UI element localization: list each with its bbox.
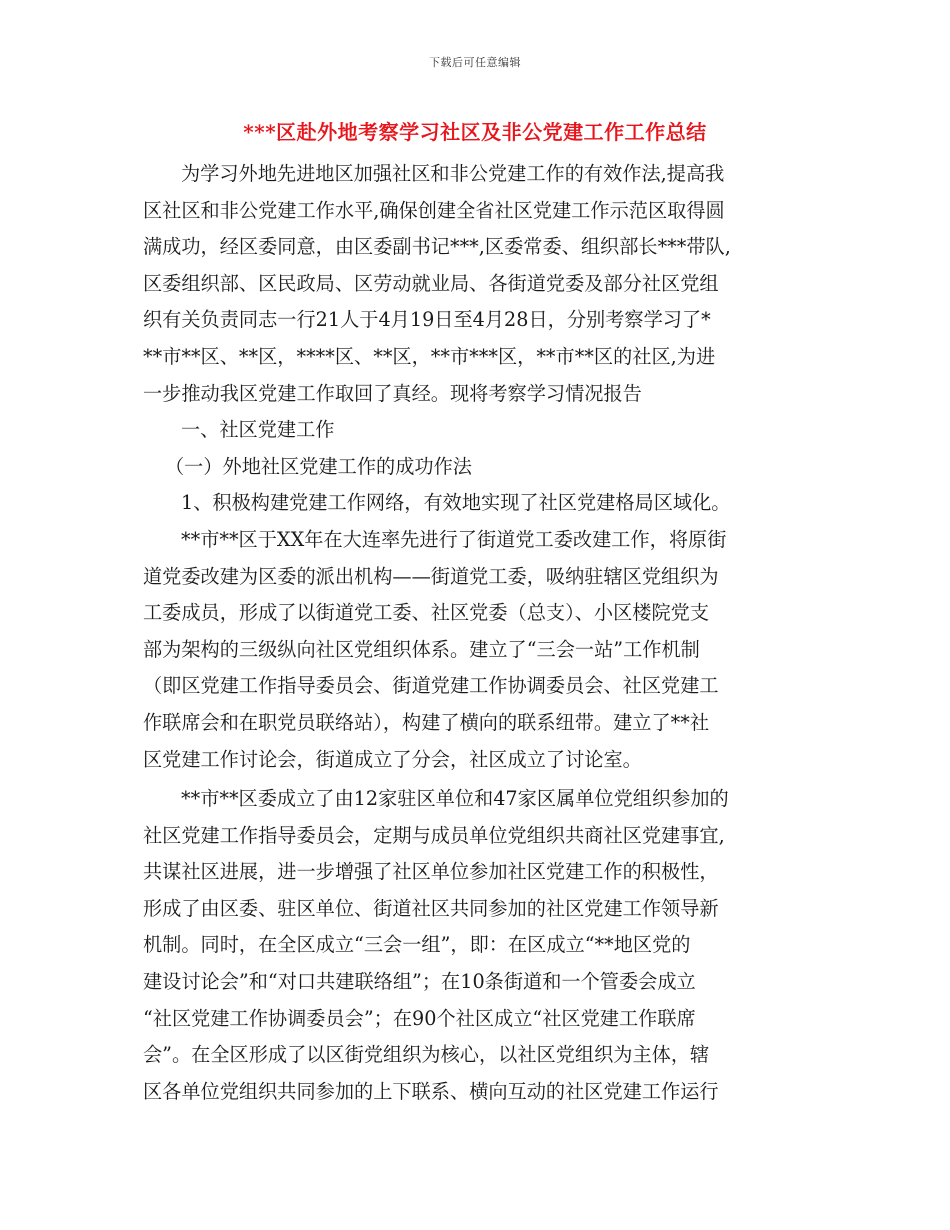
paragraph-line: 部为架构的三级纵向社区党组织体系。建立了“三会一站”工作机制 (143, 637, 700, 661)
subsection-heading: （一）外地社区党建工作的成功作法 (165, 454, 472, 478)
paragraph-line: 社区党建工作指导委员会，定期与成员单位党组织共商社区党建事宜, (143, 823, 725, 847)
paragraph-line: 作联席会和在职党员联络站），构建了横向的联系纽带。建立了**社 (143, 710, 710, 734)
document-body (143, 156, 813, 1110)
paragraph-line: **市**区委成立了由12家驻区单位和47家区属单位党组织参加的 (181, 787, 729, 811)
paragraph-line: 会”。在全区形成了以区街党组织为核心，以社区党组织为主体，辖 (143, 1043, 710, 1067)
header-note: 下载后可任意编辑 (429, 56, 521, 69)
document-title: ***区赴外地考察学习社区及非公党建工作工作总结 (243, 120, 707, 144)
paragraph-line: 区党建工作讨论会，街道成立了分会，社区成立了讨论室。 (143, 747, 642, 771)
paragraph-line: 形成了由区委、驻区单位、街道社区共同参加的社区党建工作领导新 (143, 896, 719, 920)
paragraph-line: 区委组织部、区民政局、区劳动就业局、各街道党委及部分社区党组 (143, 271, 719, 295)
paragraph-line: **市**区、**区，****区、**区，**市***区，**市**区的社区,为进 (143, 344, 716, 368)
paragraph-line: 建设讨论会”和“对口共建联络组”；在10条街道和一个管委会成立 (143, 970, 696, 994)
paragraph-line: 工委成员，形成了以街道党工委、社区党委（总支）、小区楼院党支 (143, 601, 710, 625)
paragraph-line: 区各单位党组织共同参加的上下联系、横向互动的社区党建工作运行 (143, 1079, 719, 1103)
paragraph-line: 区社区和非公党建工作水平,确保创建全省社区党建工作示范区取得圆 (143, 198, 725, 222)
paragraph-line: 为学习外地先进地区加强社区和非公党建工作的有效作法,提高我 (181, 162, 725, 185)
paragraph-line: 满成功，经区委同意，由区委副书记***,区委常委、组织部长***带队, (143, 235, 731, 259)
subsection-point: 1、积极构建党建工作网络，有效地实现了社区党建格局区域化。 (181, 491, 731, 515)
paragraph-line: 共谋社区进展，进一步增强了社区单位参加社区党建工作的积极性， (143, 860, 719, 884)
section-heading: 一、社区党建工作 (181, 418, 335, 442)
paragraph-line: （即区党建工作指导委员会、街道党建工作协调委员会、社区党建工 (143, 674, 719, 698)
paragraph-line: “社区党建工作协调委员会”；在90个社区成立“社区党建工作联席 (143, 1006, 696, 1030)
paragraph-line: 织有关负责同志一行21人于4月19日至4月28日，分别考察学习了* (143, 308, 711, 332)
paragraph-line: 机制。同时，在全区成立“三会一组”，即：在区成立“**地区党的 (143, 933, 691, 957)
paragraph-line: **市**区于XX年在大连率先进行了街道党工委改建工作，将原街 (181, 527, 727, 551)
paragraph-line: 一步推动我区党建工作取回了真经。现将考察学习情况报告 (143, 381, 642, 405)
paragraph-line: 道党委改建为区委的派出机构——街道党工委，吸纳驻辖区党组织为 (143, 564, 719, 588)
